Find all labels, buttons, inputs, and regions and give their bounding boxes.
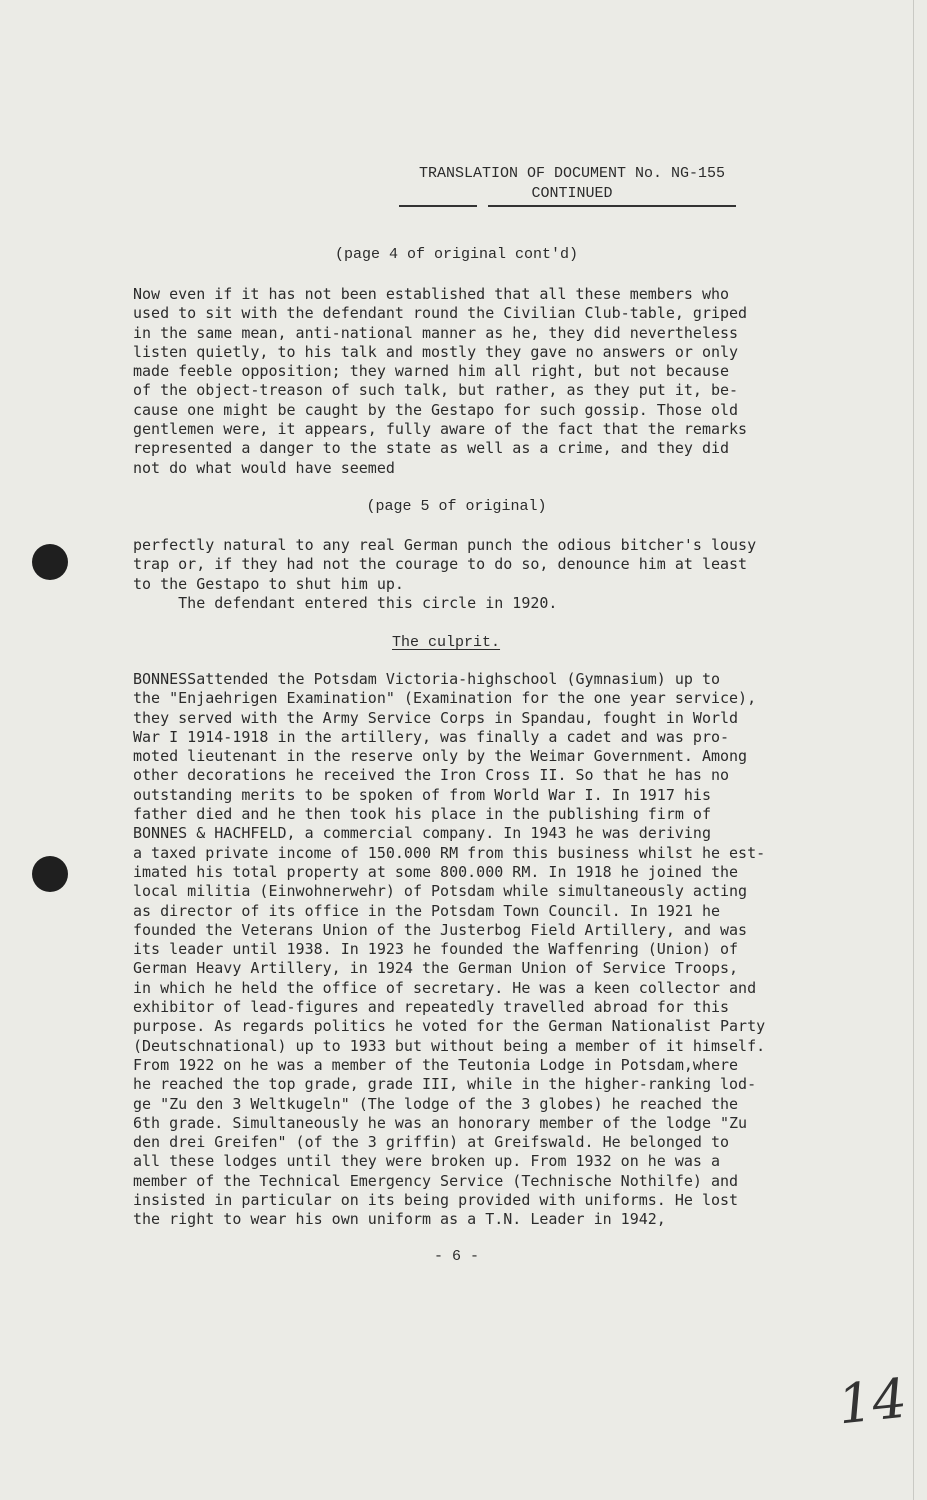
text-line: insisted in particular on its being provided with uniforms. He lost: [133, 1191, 739, 1210]
text-line: father died and he then took his place in the publishing firm of: [133, 805, 711, 824]
text-line: represented a danger to the state as well as a crime, and they did: [133, 439, 730, 458]
text-line: purpose. As regards politics he voted for the German Nationalist Party: [133, 1017, 766, 1036]
text-line: to the Gestapo to shut him up.: [133, 574, 404, 593]
punch-hole-bottom: [32, 856, 68, 892]
text-line: in which he held the office of secretary. He was a keen collector and: [133, 978, 757, 997]
text-line: The defendant entered this circle in 1920.: [133, 593, 558, 612]
handwritten-folio-number: 14: [834, 1366, 910, 1437]
text-line: listen quietly, to his talk and mostly they gave no answers or only: [133, 342, 739, 361]
text-line: he reached the top grade, grade III, while in the higher-ranking lod-: [133, 1075, 757, 1094]
text-line: ge "Zu den 3 Weltkugeln" (The lodge of the 3 globes) he reached the: [133, 1094, 739, 1113]
text-line: trap or, if they had not the courage to do so, denounce him at least: [133, 555, 748, 574]
text-line: moted lieutenant in the reserve only by the Weimar Government. Among: [133, 747, 748, 766]
text-line: den drei Greifen" (of the 3 griffin) at Greifswald. He belonged to: [133, 1133, 730, 1152]
text-line: imated his total property at some 800.000 RM. In 1918 he joined the: [133, 862, 739, 881]
text-line: 6th grade. Simultaneously he was an honorary member of the lodge "Zu: [133, 1113, 748, 1132]
punch-hole-top: [32, 544, 68, 580]
text-line: a taxed private income of 150.000 RM from this business whilst he est-: [133, 843, 766, 862]
text-line: made feeble opposition; they warned him all right, but not because: [133, 362, 730, 381]
text-line: of the object-treason of such talk, but rather, as they put it, be-: [133, 381, 739, 400]
text-line: perfectly natural to any real German punch the odious bitcher's lousy: [133, 536, 757, 554]
text-line: used to sit with the defendant round the Civilian Club-table, griped: [133, 304, 748, 323]
paragraph-2: [133, 536, 833, 613]
page-5-marker: (page 5 of original): [366, 498, 547, 515]
text-line: as director of its office in the Potsdam Town Council. In 1921 he: [133, 901, 720, 920]
text-line: local militia (Einwohnerwehr) of Potsdam while simultaneously acting: [133, 882, 748, 901]
text-line: exhibitor of lead-figures and repeatedly travelled abroad for this: [133, 998, 730, 1017]
text-line: founded the Veterans Union of the Justerbog Field Artillery, and was: [133, 920, 748, 939]
document-heading: [392, 164, 752, 204]
document-subtitle: CONTINUED: [531, 185, 613, 202]
text-line: BONNESSattended the Potsdam Victoria-highschool (Gymnasium) up to: [133, 670, 720, 688]
text-line: other decorations he received the Iron Cross II. So that he has no: [133, 766, 730, 785]
heading-rule-right: [488, 205, 736, 207]
text-line: outstanding merits to be spoken of from World War I. In 1917 his: [133, 785, 711, 804]
text-line: (Deutschnational) up to 1933 but without being a member of it himself.: [133, 1036, 766, 1055]
text-line: cause one might be caught by the Gestapo for such gossip. Those old: [133, 400, 739, 419]
document-title: TRANSLATION OF DOCUMENT No. NG-155: [418, 165, 726, 182]
text-line: From 1922 on he was a member of the Teutonia Lodge in Potsdam,where: [133, 1055, 739, 1074]
text-line: War I 1914-1918 in the artillery, was finally a cadet and was pro-: [133, 727, 730, 746]
text-line: gentlemen were, it appears, fully aware of the fact that the remarks: [133, 420, 748, 439]
text-line: not do what would have seemed: [133, 458, 395, 477]
text-line: in the same mean, anti-national manner as he, they did nevertheless: [133, 323, 739, 342]
paragraph-1: [133, 285, 833, 478]
section-heading: The culprit.: [392, 634, 501, 651]
text-line: BONNES & HACHFELD, a commercial company. In 1943 he was deriving: [133, 824, 711, 843]
text-line: the "Enjaehrigen Examination" (Examination for the one year service),: [133, 689, 757, 708]
page-number: - 6 -: [433, 1248, 479, 1265]
text-line: the right to wear his own uniform as a T.N. Leader in 1942,: [133, 1210, 666, 1229]
text-line: member of the Technical Emergency Service (Technische Nothilfe) and: [133, 1171, 739, 1190]
paragraph-3: [133, 670, 833, 1230]
text-line: Now even if it has not been established that all these members who: [133, 285, 730, 303]
text-line: German Heavy Artillery, in 1924 the German Union of Service Troops,: [133, 959, 739, 978]
page-4-marker: (page 4 of original cont'd): [334, 246, 579, 263]
text-line: they served with the Army Service Corps in Spandau, fought in World: [133, 708, 739, 727]
heading-rule-left: [399, 205, 477, 207]
text-line: all these lodges until they were broken up. From 1932 on he was a: [133, 1152, 720, 1171]
text-line: its leader until 1938. In 1923 he founded the Waffenring (Union) of: [133, 940, 739, 959]
margin-rule: [913, 0, 914, 1500]
